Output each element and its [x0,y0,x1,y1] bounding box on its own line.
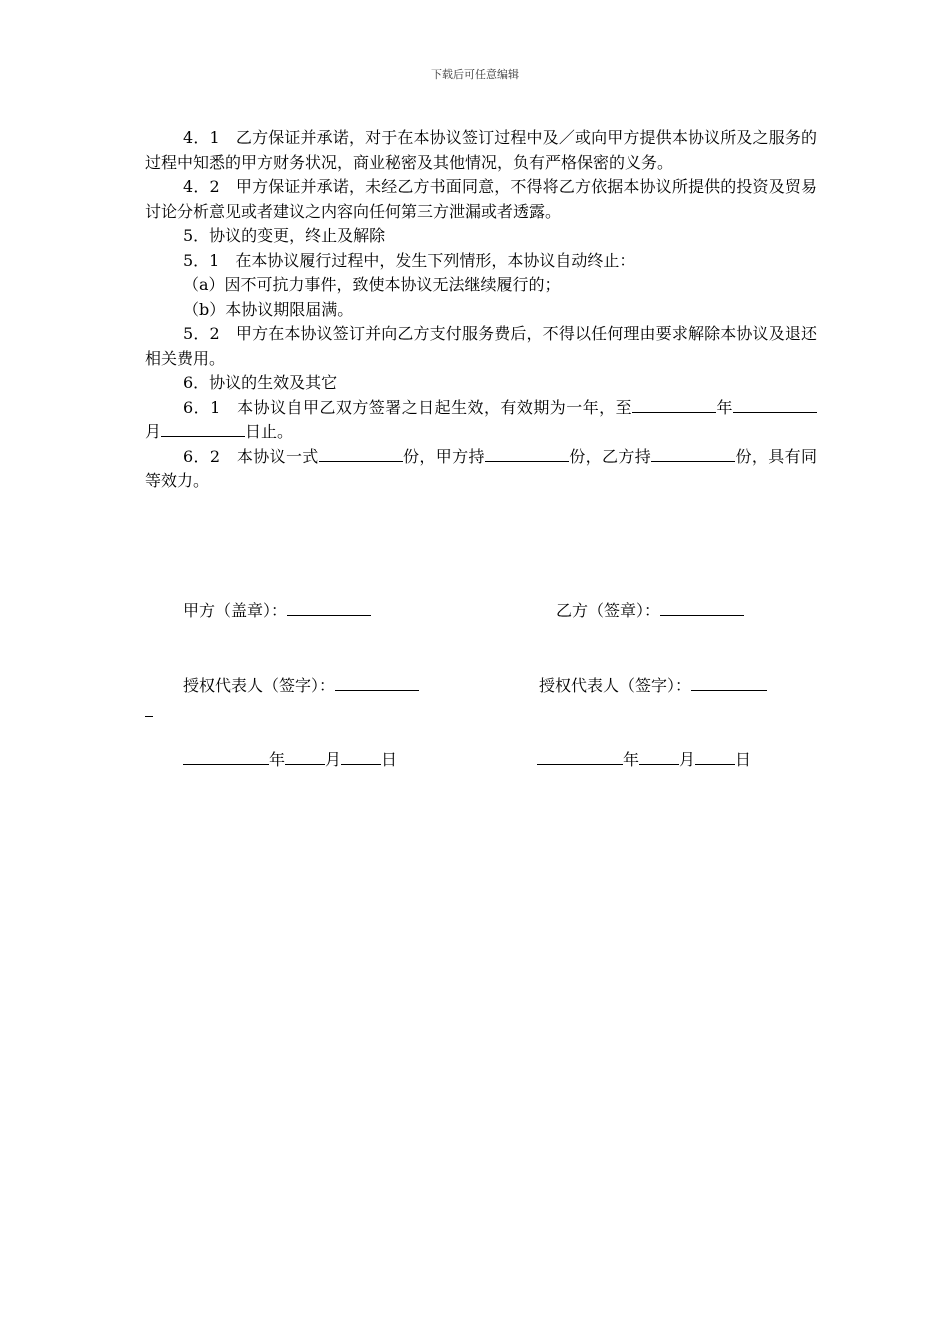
party-b-date-line [537,748,751,771]
party-a-copies-blank[interactable] [485,445,569,462]
expiry-year-blank[interactable] [632,396,716,413]
party-b-date-year-label: 年 [623,750,640,769]
section-6-heading: 6．协议的生效及其它 [183,373,338,392]
party-a-seal-blank[interactable] [287,599,371,616]
clause-5-2: 5．2 甲方在本协议签订并向乙方支付服务费后，不得以任何理由要求解除本协议及退还相关费用。 [145,324,817,368]
party-b-seal-blank[interactable] [660,599,744,616]
clause-6-1 [145,396,817,445]
party-b-representative-line [539,674,767,697]
party-b-representative-blank[interactable] [691,674,767,691]
expiry-day-blank[interactable] [161,420,245,437]
party-a-date-year-blank[interactable] [183,748,269,765]
party-b-representative-label: 授权代表人（签字）： [539,676,692,695]
expiry-month-blank[interactable] [733,396,817,413]
party-a-date-day-label: 日 [381,750,398,769]
clause-6-1-end: 日止。 [245,422,294,441]
party-b-date-day-blank[interactable] [695,748,735,765]
party-b-date-month-label: 月 [679,750,696,769]
party-a-date-year-label: 年 [269,750,286,769]
clause-6-2 [145,445,817,494]
party-b-seal-line [556,599,744,622]
clause-5-1: 5．1 在本协议履行过程中，发生下列情形，本协议自动终止： [183,250,636,270]
party-a-seal-line [183,599,371,622]
underline-overflow-mark [145,716,153,717]
party-a-date-day-blank[interactable] [341,748,381,765]
clause-4-1: 4．1 乙方保证并承诺，对于在本协议签订过程中及／或向甲方提供本协议所及之服务的过程中知悉的甲方财务状况，商业秘密及其他情况，负有严格保密的义务。 [145,128,817,172]
clause-6-2-party-b: 份，乙方持 [568,446,652,466]
clause-6-1-year: 年 [716,397,733,417]
clause-4-2: 4．2 甲方保证并承诺，未经乙方书面同意，不得将乙方依据本协议所提供的投资及贸易讨论分析意见或者建议之内容向任何第三方泄漏或者透露。 [145,177,817,221]
clause-5-1-a: （a）因不可抗力事件，致使本协议无法继续履行的； [183,275,561,294]
party-a-representative-blank[interactable] [335,674,419,691]
party-a-date-line [183,748,397,771]
party-b-date-day-label: 日 [735,750,752,769]
party-a-date-month-label: 月 [325,750,342,769]
section-5-heading: 5．协议的变更，终止及解除 [183,226,386,245]
clause-6-1-month: 月 [145,422,162,441]
total-copies-blank[interactable] [319,445,403,462]
clause-6-2-text: 6．2 本协议一式 [183,446,319,466]
clause-6-1-text: 6．1 本协议自甲乙双方签署之日起生效，有效期为一年，至 [183,397,633,417]
party-a-representative-label: 授权代表人（签字）： [183,676,336,695]
party-a-representative-line [183,674,419,697]
page-header-note: 下载后可任意编辑 [431,68,519,81]
party-b-date-year-blank[interactable] [537,748,623,765]
contract-body [145,126,817,494]
party-a-date-month-blank[interactable] [285,748,325,765]
party-b-copies-blank[interactable] [651,445,735,462]
party-b-date-month-blank[interactable] [639,748,679,765]
clause-6-2-party-a: 份，甲方持 [402,446,485,466]
party-a-seal-label: 甲方（盖章）： [183,601,288,620]
clause-5-1-b: （b）本协议期限届满。 [183,299,354,319]
party-b-seal-label: 乙方（签章）： [556,601,661,620]
clause-6-2-end: 份，具有同等效力。 [145,446,817,490]
